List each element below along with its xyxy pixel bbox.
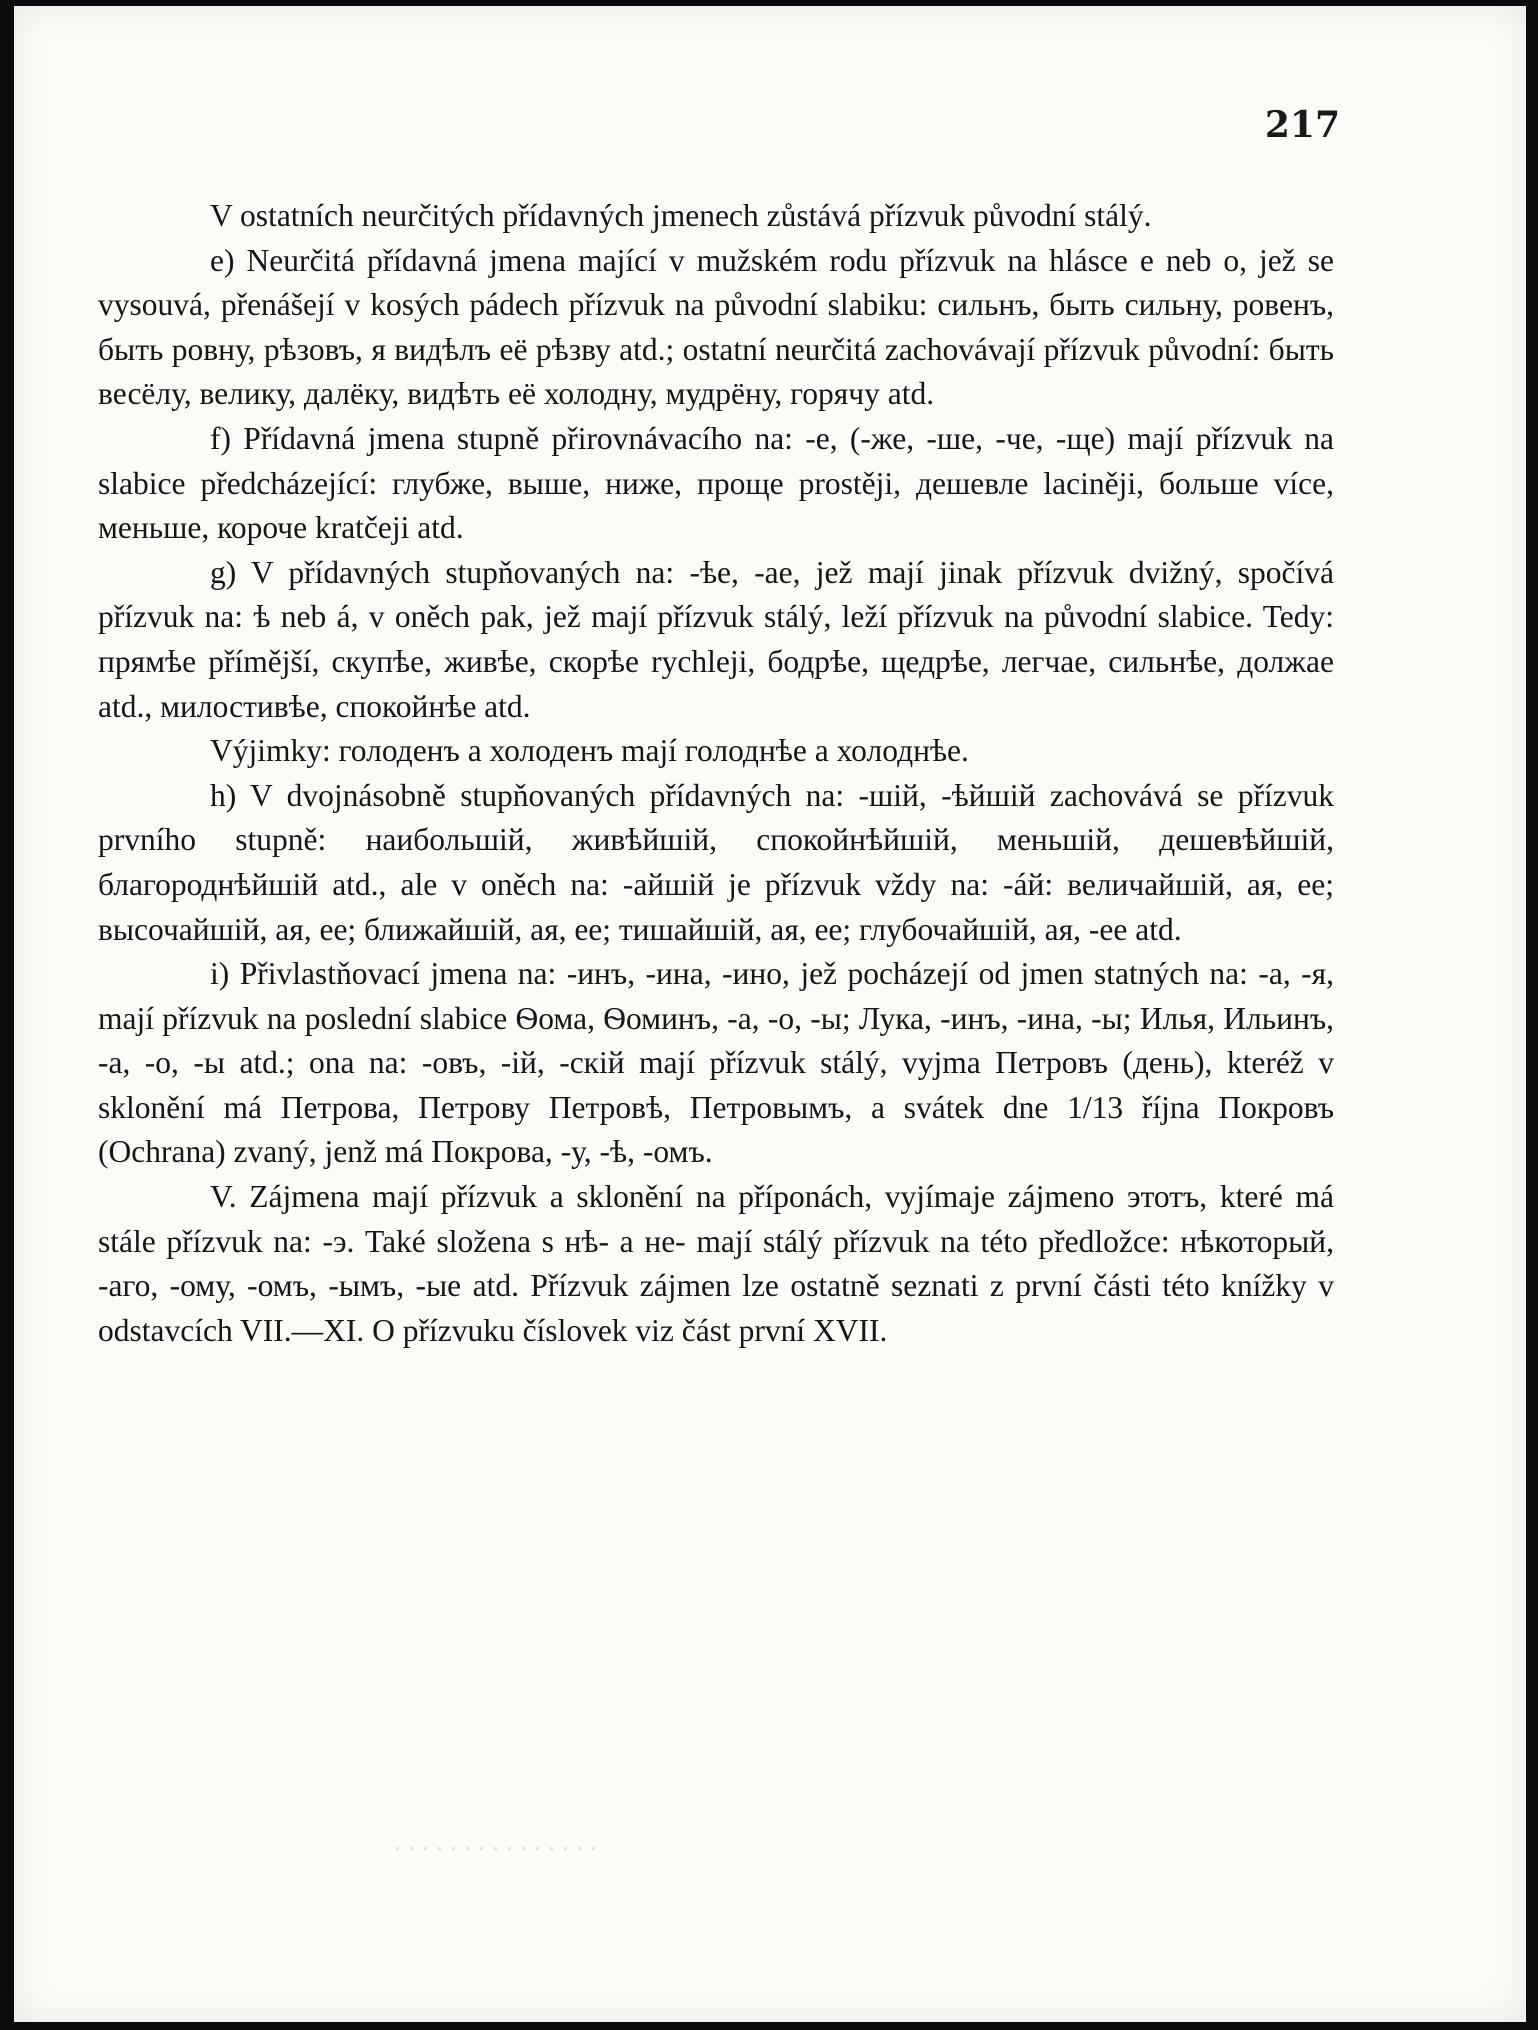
book-page [14, 6, 1526, 2022]
paragraph: V ostatních neurčitých přídavných jmenech zůstává přízvuk původní stálý. [210, 198, 1152, 233]
paragraph: h) V dvojnásobně stupňovaných přídavných na: -шій, -ѣйшій zachovává se přízvuk prvního stupně: наибольшій, живѣйшій, спокойнѣйшій, меньшій, дешевѣйшій, благороднѣйшій atd., ale v oněch na: -айшій je přízvuk vždy na: -áй: величайшій, ая, ее; высочайшій, ая, ее; ближайшій, ая, ее; тишайшій, ая, ее; глубочайшій, ая, -ее atd. [98, 777, 1334, 947]
paragraph: Výjimky: голоденъ a холоденъ mají голоднѣе a холоднѣе. [210, 733, 969, 769]
page-number: 217 [1264, 104, 1340, 146]
paragraph: f) Přídavná jmena stupně přirovnávacího na: -e, (-же, -ше, -че, -ще) mají přízvuk na slabice předcházející: глубже, выше, ниже, проще prostěji, дешевле laciněji, больше více, меньше, короче kratčeji atd. [98, 420, 1334, 546]
bleed-through-text: . . . . . . . . . . . . . . . [394, 1826, 597, 1857]
body-text [98, 194, 1334, 1353]
paragraph: g) V přídavných stupňovaných na: -ѣе, -ае, jež mají jinak přízvuk dvižný, spočívá přízvuk na: ѣ neb á, v oněch pak, jež mají přízvuk stálý, leží přízvuk na původní slabice. Tedy: прямѣе přímější, скупѣе, живѣе, скорѣе rychleji, бодрѣе, щедрѣе, легчае, сильнѣе, должае atd., милостивѣе, спокойнѣе atd. [98, 554, 1334, 724]
paragraph: e) Neurčitá přídavná jmena mající v mužském rodu přízvuk na hlásce e neb o, jež se vysouvá, přenášejí v kosých pádech přízvuk na původní slabiku: сильнъ, быть сильну, ровенъ, быть ровну, рѣзовъ, я видѣлъ её рѣзву atd.; ostatní neurčitá zachovávají přízvuk původní: быть весёлу, велику, далёку, видѣть её холодну, мудрёну, горячу atd. [98, 242, 1334, 412]
paragraph: i) Přivlastňovací jmena na: -инъ, -ина, -ино, jež pocházejí od jmen statných na: -а, -я, mají přízvuk na poslední slabice Ѳома, Ѳоминъ, -а, -о, -ы; Лука, -инъ, -ина, -ы; Илья, Ильинъ, -а, -о, -ы atd.; ona na: -овъ, -ій, -скій mají přízvuk stálý, vyjma Петровъ (день), kteréž v sklonění má Петрова, Петрову Петровѣ, Петровымъ, a svátek dne 1/13 října Покровъ (Ochrana) zvaný, jenž má Покрова, -у, -ѣ, -омъ. [98, 956, 1334, 1170]
paragraph: V. Zájmena mají přízvuk a sklonění na příponách, vyjímaje zájmeno этотъ, které má stále přízvuk na: -э. Také složena s нѣ- a не- mají stálý přízvuk na této předložce: нѣкоторый, -аго, -ому, -омъ, -ымъ, -ые atd. Přízvuk zájmen lze ostatně seznati z první části této knížky v odstavcích VII.—XI. O přízvuku číslovek viz část první XVII. [98, 1179, 1334, 1348]
